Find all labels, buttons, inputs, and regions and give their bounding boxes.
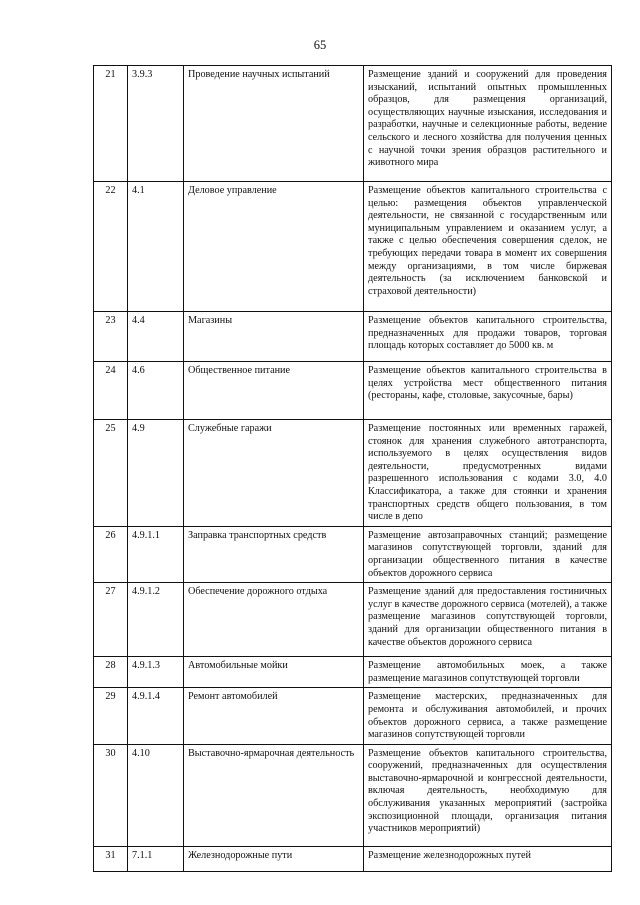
use-name-cell: Проведение научных испытаний [184,66,364,182]
table-row [94,312,612,362]
description-cell: Размещение зданий и сооружений для проведения изысканий, испытаний опытных промышленных образцов, для размещения организаций, осуществляющих научные изыскания, исследования и разработки, научные и селекционные работы, ведение сельского и лесного хозяйства для получения ценных с научной точки зрения образцов растительного и животного мира [364,66,612,182]
row-number-cell: 24 [94,362,128,420]
use-name-cell: Заправка транспортных средств [184,526,364,582]
row-number-cell: 26 [94,526,128,582]
code-cell: 3.9.3 [128,66,184,182]
description-cell: Размещение объектов капитального строительства в целях устройства мест общественного питания (рестораны, кафе, столовые, закусочные, бары) [364,362,612,420]
table-row [94,526,612,582]
use-name-cell: Ремонт автомобилей [184,688,364,744]
table-body [94,66,612,872]
code-cell: 4.9.1.2 [128,583,184,657]
use-name-cell: Магазины [184,312,364,362]
description-cell: Размещение постоянных или временных гаражей, стоянок для хранения служебного автотранспорта, используемого в целях осуществления видов деятельности, предусмотренных видами разрешенного использования с кодами 3.0, 4.0 Классификатора, а также для стоянки и хранения транспортных средств общего пользования, в том числе в депо [364,420,612,527]
code-cell: 4.9.1.1 [128,526,184,582]
table-row [94,744,612,846]
page-number: 65 [313,38,327,52]
code-cell: 4.6 [128,362,184,420]
row-number-cell: 27 [94,583,128,657]
row-number-cell: 29 [94,688,128,744]
use-name-cell: Автомобильные мойки [184,657,364,688]
use-name-cell: Железнодорожные пути [184,846,364,871]
description-cell: Размещение зданий для предоставления гостиничных услуг в качестве дорожного сервиса (мотелей), а также размещение магазинов сопутствующей торговли, зданий для организации общественного питания в качестве объектов дорожного сервиса [364,583,612,657]
table-row [94,66,612,182]
table-row [94,688,612,744]
description-cell: Размещение объектов капитального строительства с целью: размещения объектов управленческой деятельности, не связанной с государственным или муниципальным управлением и оказанием услуг, а также с целью обеспечения совершения сделок, не требующих передачи товара в момент их совершения между организациями, в том числе биржевая деятельность (за исключением банковской и страховой деятельности) [364,182,612,312]
row-number-cell: 25 [94,420,128,527]
table-row [94,362,612,420]
code-cell: 4.4 [128,312,184,362]
land-use-table [93,65,612,872]
description-cell: Размещение мастерских, предназначенных для ремонта и обслуживания автомобилей, и прочих объектов дорожного сервиса, а также размещение магазинов сопутствующей торговли [364,688,612,744]
code-cell: 4.1 [128,182,184,312]
row-number-cell: 31 [94,846,128,871]
row-number-cell: 28 [94,657,128,688]
description-cell: Размещение автозаправочных станций; размещение магазинов сопутствующей торговли, зданий для организации общественного питания в качестве объектов дорожного сервиса [364,526,612,582]
code-cell: 4.9.1.4 [128,688,184,744]
table-row [94,846,612,871]
code-cell: 4.9 [128,420,184,527]
table-row [94,583,612,657]
description-cell: Размещение железнодорожных путей [364,846,612,871]
use-name-cell: Выставочно-ярмарочная деятельность [184,744,364,846]
table-row [94,657,612,688]
description-cell: Размещение автомобильных моек, а также размещение магазинов сопутствующей торговли [364,657,612,688]
code-cell: 4.10 [128,744,184,846]
code-cell: 4.9.1.3 [128,657,184,688]
row-number-cell: 30 [94,744,128,846]
code-cell: 7.1.1 [128,846,184,871]
row-number-cell: 23 [94,312,128,362]
use-name-cell: Служебные гаражи [184,420,364,527]
use-name-cell: Обеспечение дорожного отдыха [184,583,364,657]
row-number-cell: 22 [94,182,128,312]
table-row [94,182,612,312]
use-name-cell: Общественное питание [184,362,364,420]
description-cell: Размещение объектов капитального строительства, сооружений, предназначенных для осуществления выставочно-ярмарочной и конгрессной деятельности, включая деятельность, необходимую для обслуживания указанных мероприятий (застройка экспозиционной площади, организация питания участников мероприятий) [364,744,612,846]
description-cell: Размещение объектов капитального строительства, предназначенных для продажи товаров, торговая площадь которых составляет до 5000 кв. м [364,312,612,362]
use-name-cell: Деловое управление [184,182,364,312]
table-row [94,420,612,527]
row-number-cell: 21 [94,66,128,182]
